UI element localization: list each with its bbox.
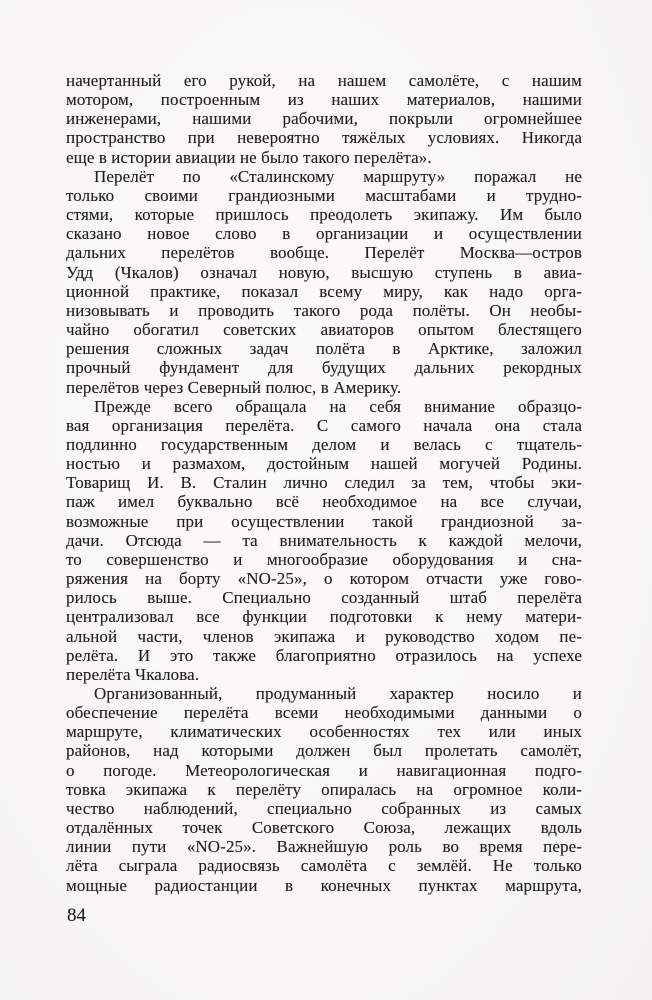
paragraph <box>66 71 582 167</box>
text-line: Прежде всего обращала на себя внимание образцо- <box>94 396 582 416</box>
text-line: перелётов через Северный полюс, в Америку. <box>66 377 402 397</box>
paragraph <box>66 397 582 684</box>
body-text <box>66 71 582 895</box>
text-line: инженерами, нашими рабочими, покрыли огромнейшее <box>66 109 582 129</box>
text-line: ционной практике, показал всему миру, как надо орга- <box>66 281 582 301</box>
text-line: вая организация перелёта. С самого начала она стала <box>66 415 582 435</box>
text-line: маршруте, климатических особенностях тех или иных <box>66 722 582 742</box>
text-line: лёта сыграла радиосвязь самолёта с землёй. Не только <box>66 856 582 876</box>
text-line: отдалённых точек Советского Союза, лежащих вдоль <box>66 818 582 838</box>
text-line: районов, над которыми должен был пролетать самолёт, <box>66 741 582 761</box>
text-line: дачи. Отсюда — та внимательность к каждой мелочи, <box>66 530 582 550</box>
text-line: мотором, построенным из наших материалов, нашими <box>66 90 582 110</box>
text-line: Удд (Чкалов) означал новую, высшую ступень в авиа- <box>66 262 582 282</box>
text-line: дальних перелётов вообще. Перелёт Москва—остров <box>66 243 582 263</box>
text-line: обеспечение перелёта всеми необходимыми данными о <box>66 703 582 723</box>
text-line: рилось выше. Специально созданный штаб перелёта <box>66 588 582 608</box>
text-line: альной части, членов экипажа и руководство ходом пе- <box>66 626 582 646</box>
text-line: Организованный, продуманный характер носило и <box>94 684 582 703</box>
text-line: еще в истории авиации не было такого перелёта». <box>66 147 432 167</box>
text-line: мощные радиостанции в конечных пунктах маршрута, <box>66 875 582 895</box>
text-line: подлинно государственным делом и велась с тщатель- <box>66 434 582 454</box>
page-number: 84 <box>67 905 86 926</box>
text-line: низовывать и проводить такого рода полёты. Он необы- <box>66 300 582 320</box>
text-line: релёта. И это также благоприятно отразилось на успехе <box>66 645 582 665</box>
text-line: чайно обогатил советских авиаторов опытом блестящего <box>66 320 582 340</box>
text-line: решения сложных задач полёта в Арктике, заложил <box>66 339 582 359</box>
text-line: сказано новое слово в организации и осуществлении <box>66 224 582 244</box>
paragraph <box>66 684 582 895</box>
text-line: линии пути «NO-25». Важнейшую роль во время пере- <box>66 837 582 857</box>
text-line: чество наблюдений, специально собранных из самых <box>66 798 582 818</box>
text-line: стями, которые пришлось преодолеть экипажу. Им было <box>66 205 582 225</box>
text-line: ряжения на борту «NO-25», о котором отчасти уже гово- <box>66 569 582 589</box>
text-line: пространство при невероятно тяжёлых условиях. Никогда <box>66 128 582 148</box>
text-line: только своими грандиозными масштабами и трудно- <box>66 185 582 205</box>
text-line: ностью и размахом, достойным нашей могучей Родины. <box>66 454 582 474</box>
text-line: то совершенство и многообразие оборудования и сна- <box>66 549 582 569</box>
text-line: возможные при осуществлении такой грандиозной за- <box>66 511 582 531</box>
text-line: прочный фундамент для будущих дальних рекордных <box>66 358 582 378</box>
text-line: перелёта Чкалова. <box>66 664 200 684</box>
text-line: централизовал все функции подготовки к нему матери- <box>66 607 582 627</box>
text-line: о погоде. Метеорологическая и навигационная подго- <box>66 760 582 780</box>
paragraph <box>66 167 582 397</box>
text-line: паж имел буквально всё необходимое на все случаи, <box>66 492 582 512</box>
text-line: Товарищ И. В. Сталин лично следил за тем, чтобы эки- <box>66 473 582 493</box>
text-line: Перелёт по «Сталинскому маршруту» поражал не <box>94 166 582 186</box>
text-line: товка экипажа к перелёту опиралась на огромное коли- <box>66 779 582 799</box>
text-line: начертанный его рукой, на нашем самолёте, с нашим <box>66 71 582 90</box>
